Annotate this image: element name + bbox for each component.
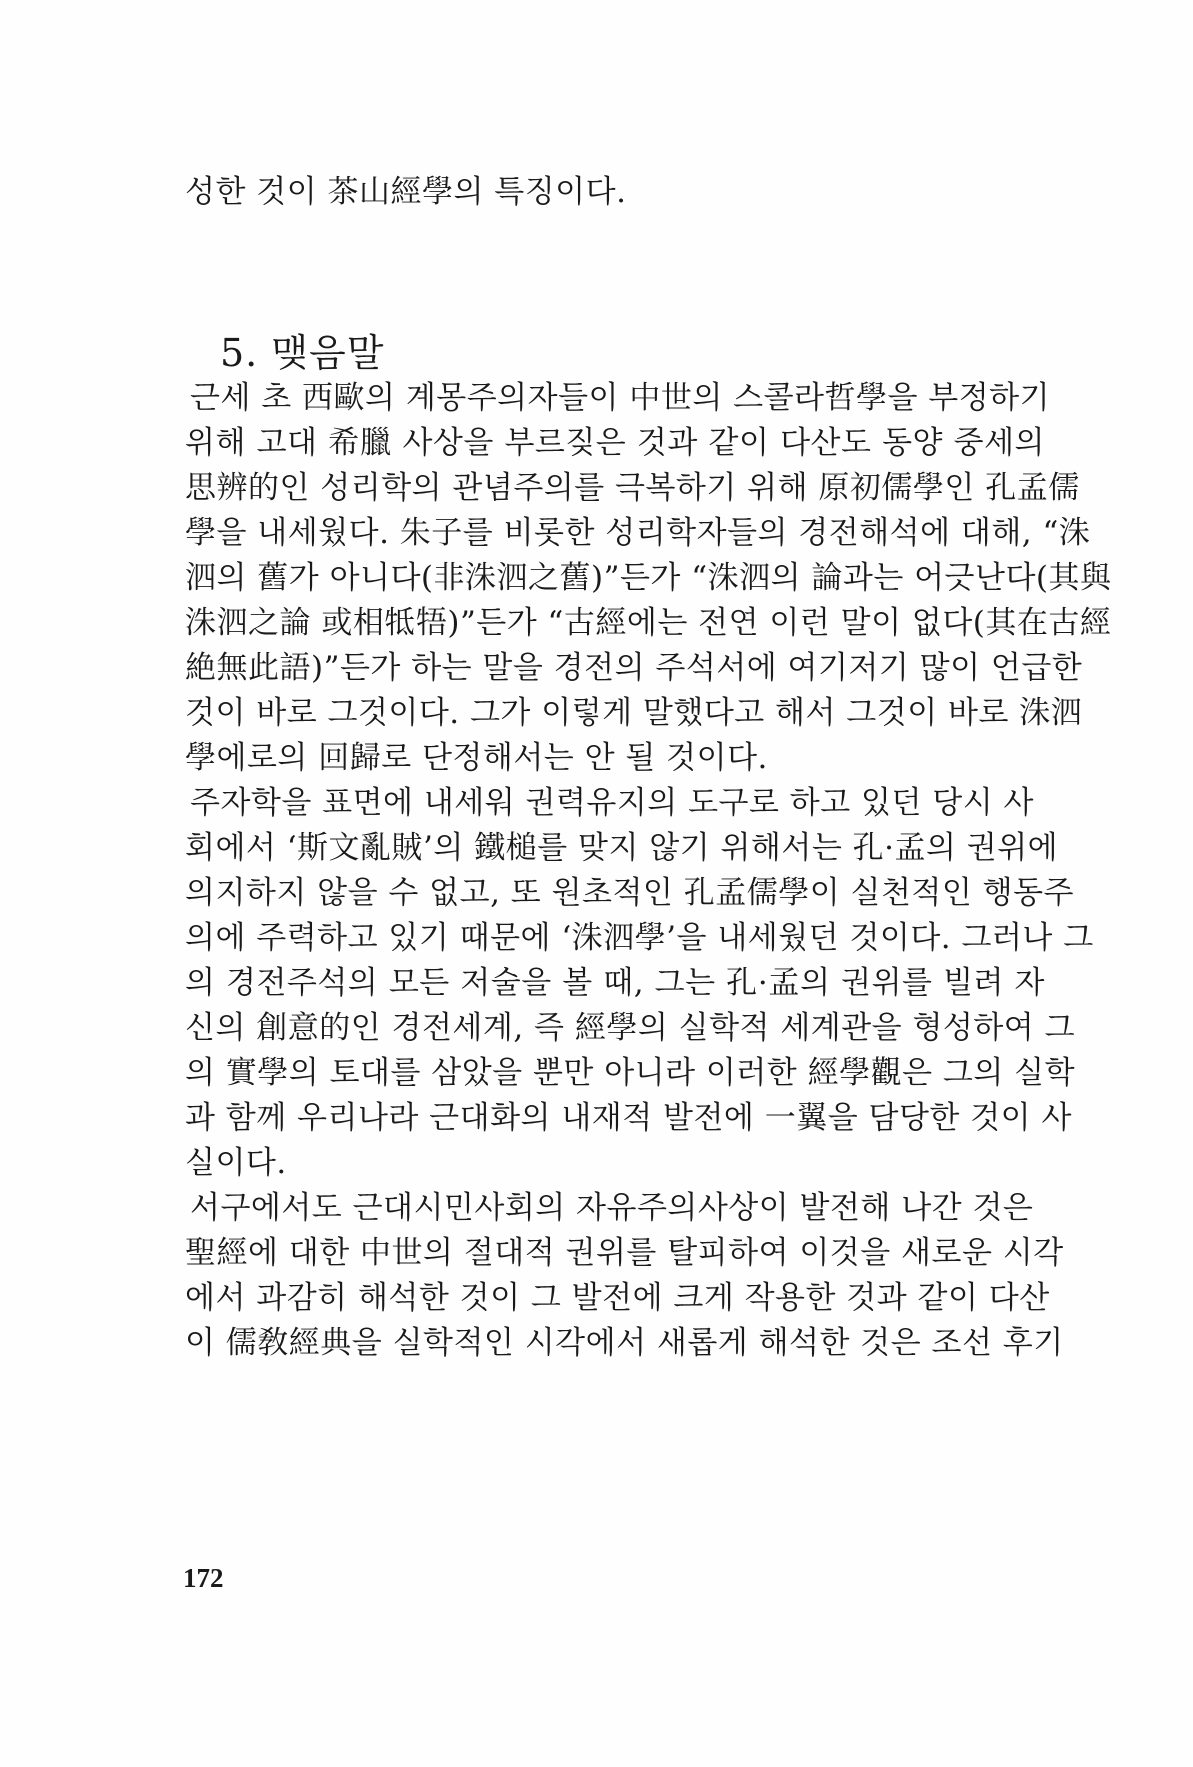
text-line: 회에서 ‘斯文亂賊’의 鐵槌를 맞지 않기 위해서는 孔·孟의 권위에 <box>185 830 1059 866</box>
text-line: 실이다. <box>185 1145 287 1181</box>
text-line: 의에 주력하고 있기 때문에 ‘洙泗學’을 내세웠던 것이다. 그러나 그 <box>185 920 1094 956</box>
text-line: 泗의 舊가 아니다(非洙泗之舊)”든가 “洙泗의 論과는 어긋난다(其與 <box>185 560 1112 596</box>
continuation-line: 성한 것이 茶山經學의 특징이다. <box>185 174 627 210</box>
text-line: 주자학을 표면에 내세워 권력유지의 도구로 하고 있던 당시 사 <box>190 785 1034 821</box>
text-line: 洙泗之論 或相牴牾)”든가 “古經에는 전연 이런 말이 없다(其在古經 <box>185 605 1112 641</box>
text-line: 것이 바로 그것이다. 그가 이렇게 말했다고 해서 그것이 바로 洙泗 <box>185 695 1083 731</box>
text-line: 學에로의 回歸로 단정해서는 안 될 것이다. <box>185 740 768 776</box>
text-line: 聖經에 대한 中世의 절대적 권위를 탈피하여 이것을 새로운 시각 <box>185 1235 1064 1271</box>
text-line: 의 경전주석의 모든 저술을 볼 때, 그는 孔·孟의 권위를 빌려 자 <box>185 965 1045 1001</box>
text-line: 위해 고대 希臘 사상을 부르짖은 것과 같이 다산도 동양 중세의 <box>185 425 1045 461</box>
section-heading: 5. 맺음말 <box>220 331 385 375</box>
text-line: 서구에서도 근대시민사회의 자유주의사상이 발전해 나간 것은 <box>190 1190 1034 1226</box>
text-line: 근세 초 西歐의 계몽주의자들이 中世의 스콜라哲學을 부정하기 <box>190 380 1051 416</box>
text-line: 學을 내세웠다. 朱子를 비롯한 성리학자들의 경전해석에 대해, “洙 <box>185 515 1091 551</box>
text-line: 의 實學의 토대를 삼았을 뿐만 아니라 이러한 經學觀은 그의 실학 <box>185 1055 1076 1091</box>
text-line: 絶無此語)”든가 하는 말을 경전의 주석서에 여기저기 많이 언급한 <box>185 650 1083 686</box>
page-number: 172 <box>183 1563 224 1593</box>
text-line: 에서 과감히 해석한 것이 그 발전에 크게 작용한 것과 같이 다산 <box>185 1280 1050 1316</box>
text-line: 의지하지 않을 수 없고, 또 원초적인 孔孟儒學이 실천적인 행동주 <box>185 875 1074 911</box>
text-line: 이 儒敎經典을 실학적인 시각에서 새롭게 해석한 것은 조선 후기 <box>185 1325 1064 1361</box>
text-line: 신의 創意的인 경전세계, 즉 經學의 실학적 세계관을 형성하여 그 <box>185 1010 1076 1046</box>
text-line: 思辨的인 성리학의 관념주의를 극복하기 위해 原初儒學인 孔孟儒 <box>185 470 1080 506</box>
text-line: 과 함께 우리나라 근대화의 내재적 발전에 一翼을 담당한 것이 사 <box>185 1100 1072 1136</box>
